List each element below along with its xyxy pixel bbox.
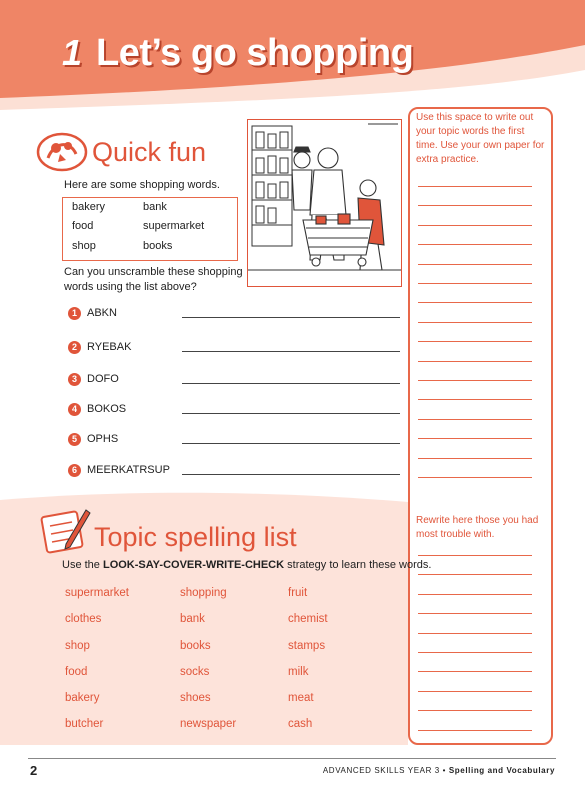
spelling-word: shop xyxy=(65,640,90,652)
sidebar-writing-line[interactable] xyxy=(418,613,532,614)
page-title xyxy=(62,32,413,75)
strategy-instruction xyxy=(62,559,431,571)
footer-series xyxy=(323,766,555,775)
strategy-pre: Use the xyxy=(62,559,103,571)
sidebar-writing-line[interactable] xyxy=(418,691,532,692)
word-item: bank xyxy=(143,201,167,213)
word-item: supermarket xyxy=(143,220,205,232)
notepad-pencil-icon xyxy=(40,504,92,556)
spelling-word: bakery xyxy=(65,692,100,704)
scrambled-word: OPHS xyxy=(87,433,119,445)
word-item: bakery xyxy=(72,201,106,213)
spelling-word: newspaper xyxy=(180,718,237,730)
topic-list-heading: Topic spelling list xyxy=(94,522,297,552)
sidebar-writing-line[interactable] xyxy=(418,555,532,556)
spelling-word: meat xyxy=(288,692,314,704)
footer-subject: Spelling and Vocabulary xyxy=(448,766,555,775)
spelling-word: cash xyxy=(288,718,313,730)
answer-line[interactable] xyxy=(182,443,400,444)
sidebar-bottom-instruction: Rewrite here those you had most trouble with. xyxy=(416,515,539,540)
answer-line[interactable] xyxy=(182,474,400,475)
sidebar-writing-line[interactable] xyxy=(418,594,532,595)
spelling-word: milk xyxy=(288,666,309,678)
page-number: 2 xyxy=(30,763,38,778)
strategy-bold: LOOK-SAY-COVER-WRITE-CHECK xyxy=(102,559,285,571)
sidebar-writing-line[interactable] xyxy=(418,186,532,187)
sidebar-writing-line[interactable] xyxy=(418,302,532,303)
title-number: 1 xyxy=(62,32,83,73)
question-number: 3 xyxy=(68,373,81,386)
sidebar-writing-line[interactable] xyxy=(418,652,532,653)
answer-line[interactable] xyxy=(182,351,400,352)
sidebar-writing-line[interactable] xyxy=(418,341,532,342)
quick-fun-icon xyxy=(36,128,88,172)
answer-line[interactable] xyxy=(182,383,400,384)
footer-series-name: ADVANCED SKILLS YEAR 3 • xyxy=(322,766,449,775)
sidebar-writing-line[interactable] xyxy=(418,710,532,711)
sidebar-writing-line[interactable] xyxy=(418,730,532,731)
scrambled-word: ABKN xyxy=(87,307,117,319)
quick-fun-intro: Here are some shopping words. xyxy=(64,179,220,191)
sidebar-writing-line[interactable] xyxy=(418,361,532,362)
sidebar-writing-line[interactable] xyxy=(418,205,532,206)
scrambled-word: MEERKATRSUP xyxy=(87,464,170,476)
sidebar-writing-line[interactable] xyxy=(418,419,532,420)
shopping-cartoon xyxy=(247,119,402,287)
sidebar-writing-line[interactable] xyxy=(418,244,532,245)
answer-line[interactable] xyxy=(182,413,400,414)
sidebar-top-instruction: Use this space to write out your topic words the first time. Use your own paper for extra practice. xyxy=(416,112,545,165)
unscramble-question: Can you unscramble these shopping words using the list above? xyxy=(64,266,243,293)
spelling-word: supermarket xyxy=(65,587,129,599)
spelling-word: fruit xyxy=(288,587,308,599)
scrambled-word: BOKOS xyxy=(87,403,127,415)
question-number: 6 xyxy=(68,464,81,477)
question-number: 1 xyxy=(68,307,81,320)
sidebar-writing-line[interactable] xyxy=(418,380,532,381)
sidebar-writing-line[interactable] xyxy=(418,633,532,634)
sidebar-writing-line[interactable] xyxy=(418,283,532,284)
sidebar-writing-line[interactable] xyxy=(418,322,532,323)
sidebar-writing-line[interactable] xyxy=(418,574,532,575)
sidebar-writing-line[interactable] xyxy=(418,477,532,478)
scrambled-word: RYEBAK xyxy=(87,341,132,353)
spelling-word: shoes xyxy=(180,692,211,704)
sidebar-writing-line[interactable] xyxy=(418,671,532,672)
question-number: 2 xyxy=(68,341,81,354)
sidebar-writing-line[interactable] xyxy=(418,399,532,400)
question-number: 4 xyxy=(68,403,81,416)
practice-sidebar xyxy=(408,107,553,745)
spelling-word: bank xyxy=(180,613,205,625)
spelling-word: books xyxy=(180,640,211,652)
word-item: shop xyxy=(72,240,96,252)
spelling-word: chemist xyxy=(288,613,328,625)
word-item: food xyxy=(72,220,94,232)
spelling-word: clothes xyxy=(65,613,102,625)
quick-fun-heading: Quick fun xyxy=(92,137,207,167)
sidebar-writing-line[interactable] xyxy=(418,458,532,459)
word-item: books xyxy=(143,240,173,252)
title-text: Let’s go shopping xyxy=(96,32,414,74)
spelling-word: food xyxy=(65,666,88,678)
strategy-post: strategy to learn these words. xyxy=(284,559,432,571)
sidebar-writing-line[interactable] xyxy=(418,264,532,265)
spelling-word: stamps xyxy=(288,640,326,652)
scrambled-word: DOFO xyxy=(87,373,119,385)
question-number: 5 xyxy=(68,433,81,446)
sidebar-writing-line[interactable] xyxy=(418,225,532,226)
spelling-word: socks xyxy=(180,666,210,678)
footer-divider xyxy=(28,758,556,759)
answer-line[interactable] xyxy=(182,317,400,318)
sidebar-writing-line[interactable] xyxy=(418,438,532,439)
spelling-word: butcher xyxy=(65,718,104,730)
spelling-word: shopping xyxy=(180,587,227,599)
